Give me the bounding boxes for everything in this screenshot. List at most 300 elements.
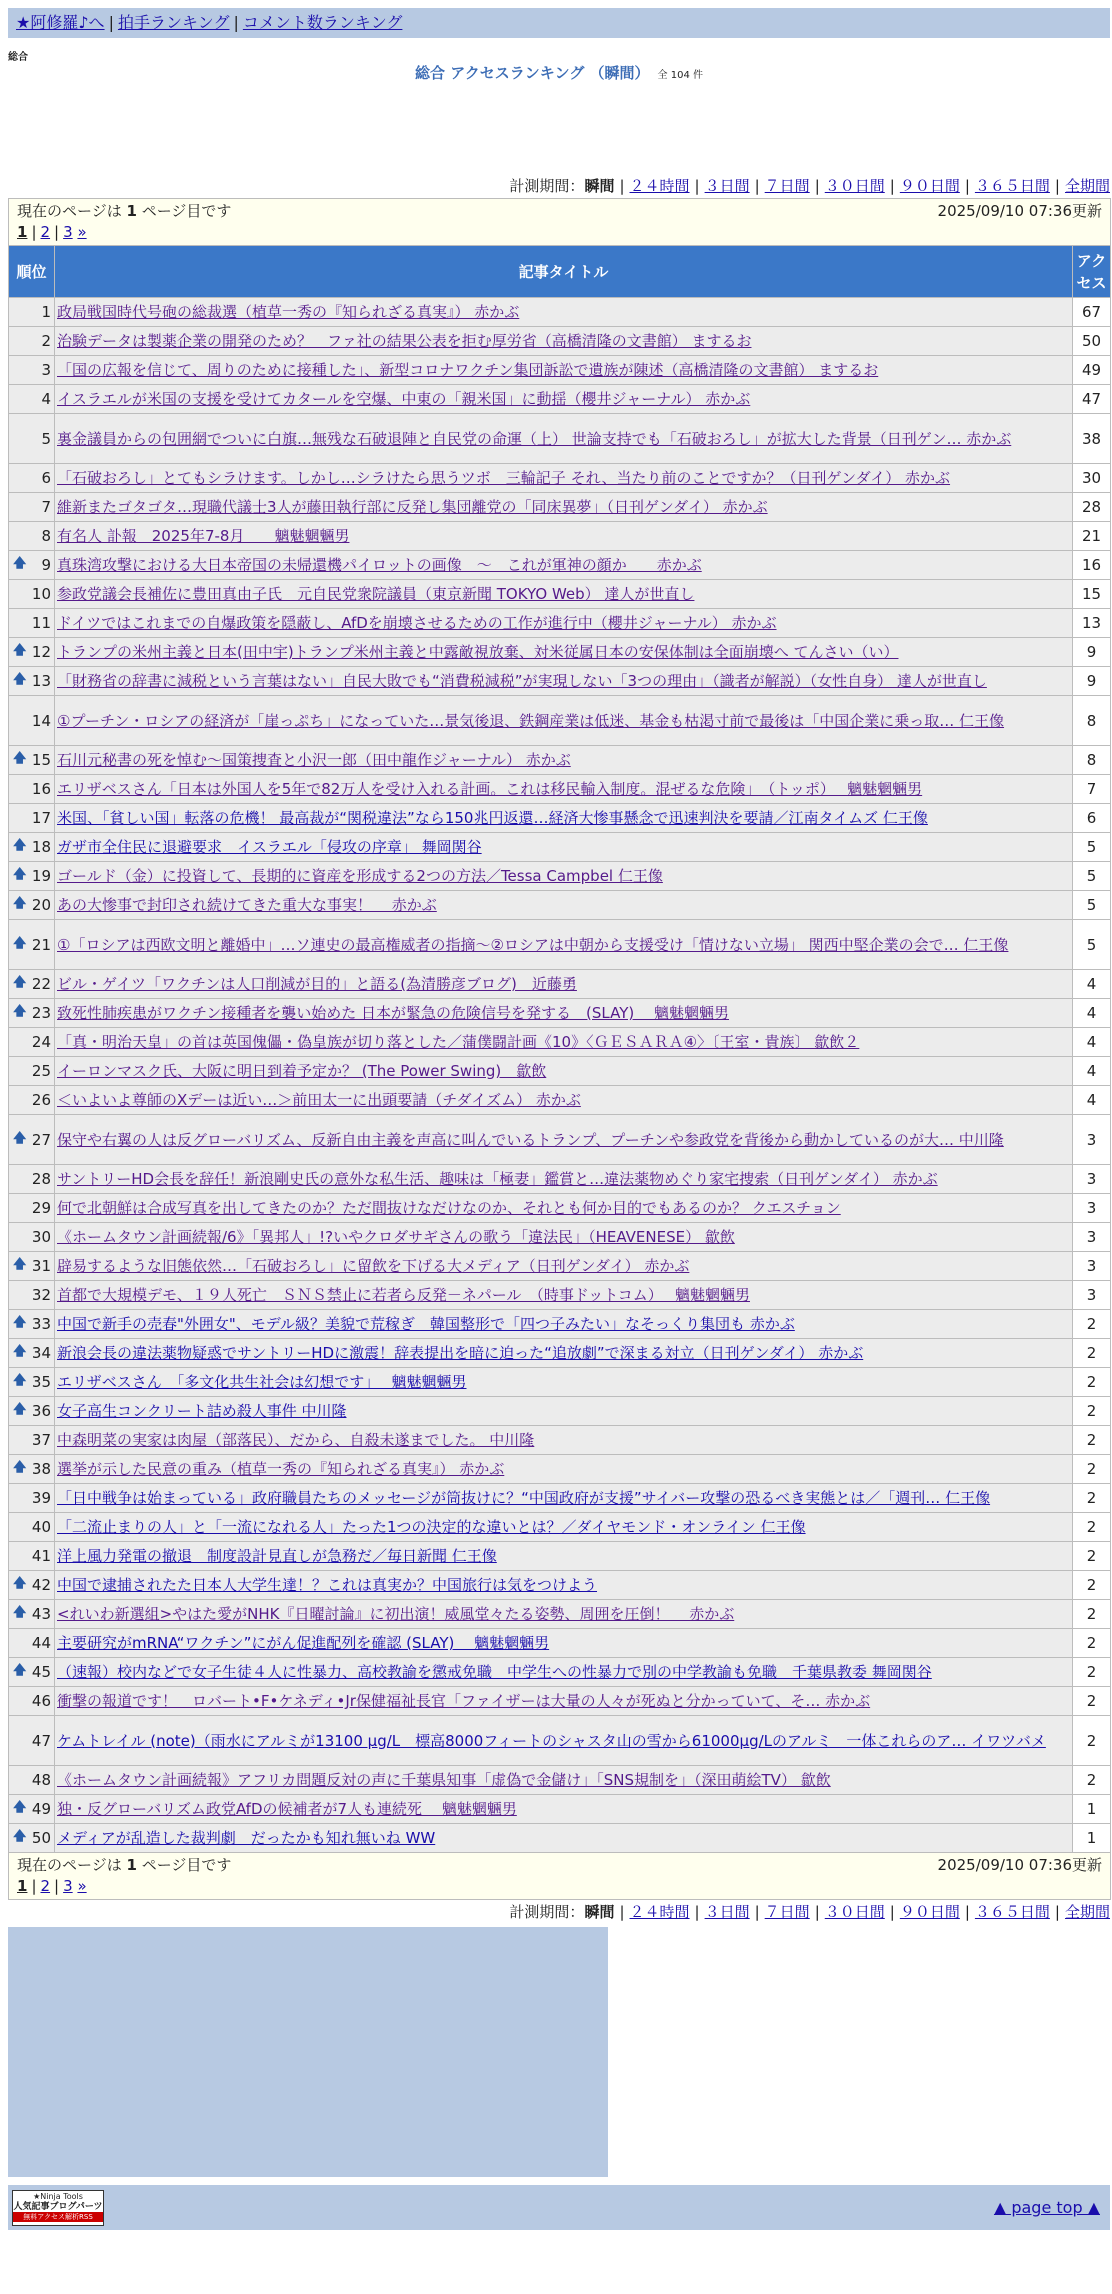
table-row — [9, 833, 1111, 862]
article-link[interactable]: ビル・ゲイツ「ワクチンは人口削減が目的」と語る(為清勝彦ブログ) 近藤勇 — [57, 975, 577, 993]
article-link[interactable]: 保守や右翼の人は反グローバリズム、反新自由主義を声高に叫んでいるトランプ、プーチンや参政党を背後から動かしているのが大… 中川隆 — [57, 1130, 1004, 1149]
page-top-link[interactable]: ▲ page top ▲ — [993, 2198, 1100, 2217]
rank-number: 29 — [31, 1199, 51, 1217]
page-prefix: 現在のページは — [17, 1856, 122, 1874]
title-cell — [55, 1086, 1073, 1115]
rank-number: 16 — [31, 780, 51, 798]
rank-cell — [9, 970, 55, 999]
rank-number: 23 — [31, 1004, 51, 1022]
access-count: 15 — [1073, 580, 1111, 609]
rank-cell — [9, 1484, 55, 1513]
rank-cell — [9, 1455, 55, 1484]
table-row — [9, 804, 1111, 833]
table-row — [9, 551, 1111, 580]
article-link[interactable]: 真珠湾攻撃における大日本帝国の未帰還機パイロットの画像 ～ これが軍神の顔か 赤かぶ — [57, 556, 702, 574]
rank-number: 12 — [31, 643, 51, 661]
page-link[interactable]: 2 — [40, 223, 51, 241]
comment-ranking-link[interactable]: コメント数ランキング — [242, 13, 403, 32]
table-row — [9, 1086, 1111, 1115]
table-row — [9, 920, 1111, 970]
period-link[interactable]: ３０日間 — [824, 177, 885, 195]
access-count: 49 — [1073, 356, 1111, 385]
rank-cell — [9, 862, 55, 891]
table-row — [9, 1716, 1111, 1766]
rank-cell — [9, 1571, 55, 1600]
table-row — [9, 1629, 1111, 1658]
title-cell — [55, 696, 1073, 746]
rank-up-arrow-icon: 🡅 — [13, 1605, 27, 1620]
access-count: 13 — [1073, 609, 1111, 638]
logo-line: ★Ninja Tools — [33, 2191, 83, 2201]
table-row — [9, 1252, 1111, 1281]
title-cell — [55, 1484, 1073, 1513]
total-count: 全 104 件 — [657, 70, 703, 81]
article-link[interactable]: ガザ市全住民に退避要求 イスラエル「侵攻の序章」 舞岡関谷 — [57, 838, 482, 856]
period-link[interactable]: ２４時間 — [629, 1903, 690, 1921]
period-link[interactable]: 全期間 — [1064, 1903, 1110, 1921]
top-navigation — [8, 8, 1110, 38]
title-cell — [55, 999, 1073, 1028]
access-count: 4 — [1073, 1086, 1111, 1115]
rank-number: 36 — [31, 1402, 51, 1420]
separator: | — [964, 177, 970, 195]
article-link[interactable]: 選挙が示した民意の重み（植草一秀の『知られざる真実』） 赤かぶ — [57, 1460, 505, 1478]
article-link[interactable]: 「財務省の辞書に減税という言葉はない」自民大敗でも“消費税減税”が実現しない「3つの理由」（識者が解説）（女性自身） 達人が世直し — [57, 672, 987, 690]
page-title — [8, 60, 1110, 90]
article-link[interactable]: ①プーチン・ロシアの経済が「崖っぷち」になっていた…景気後退、鉄鋼産業は低迷、基金も枯渇寸前で最後は「中国企業に乗っ取… 仁王像 — [57, 711, 1005, 730]
rank-number: 19 — [31, 867, 51, 885]
rank-cell — [9, 1223, 55, 1252]
rank-up-arrow-icon: 🡅 — [13, 838, 27, 853]
title-cell — [55, 775, 1073, 804]
rank-number: 30 — [31, 1228, 51, 1246]
home-link[interactable]: ★阿修羅♪へ — [16, 13, 105, 32]
page-link[interactable]: 1 — [17, 223, 28, 241]
rank-cell — [9, 1165, 55, 1194]
rank-number: 5 — [41, 429, 51, 448]
separator: | — [889, 177, 895, 195]
separator: | — [54, 1877, 60, 1895]
separator: | — [31, 1877, 37, 1895]
access-count: 50 — [1073, 327, 1111, 356]
rank-number: 27 — [31, 1130, 51, 1149]
updated-time: 2025/09/10 07:36更新 — [937, 202, 1102, 220]
access-count: 2 — [1073, 1368, 1111, 1397]
separator: | — [619, 177, 625, 195]
article-link[interactable]: 政局戦国時代号砲の総裁選（植草一秀の『知られざる真実』） 赤かぶ — [57, 303, 520, 321]
pager-status — [17, 201, 1102, 222]
access-count: 2 — [1073, 1716, 1111, 1766]
separator: | — [964, 1903, 970, 1921]
article-link[interactable]: 「国の広報を信じて、周りのために接種した」、新型コロナワクチン集団訴訟で遺族が陳述（高橋清隆の文書館） まするお — [57, 361, 879, 379]
table-row — [9, 385, 1111, 414]
access-count: 16 — [1073, 551, 1111, 580]
rank-cell — [9, 1252, 55, 1281]
article-link[interactable]: エリザベスさん「日本は外国人を5年で82万人を受け入れる計画。これは移民輸入制度。混ぜるな危険」 （トッポ） 魑魅魍魎男 — [57, 780, 923, 798]
table-row — [9, 1658, 1111, 1687]
rank-cell — [9, 551, 55, 580]
rank-cell — [9, 1368, 55, 1397]
access-count: 21 — [1073, 522, 1111, 551]
article-link[interactable]: ＜いよいよ尊師のXデーは近い…＞前田太一に出頭要請（チダイズム） 赤かぶ — [57, 1091, 581, 1109]
rank-number: 33 — [31, 1315, 51, 1333]
rank-number: 11 — [31, 614, 51, 632]
rank-number: 21 — [31, 935, 51, 954]
title-cell — [55, 862, 1073, 891]
period-link[interactable]: ３６５日間 — [974, 177, 1050, 195]
title-cell — [55, 1281, 1073, 1310]
title-cell — [55, 522, 1073, 551]
rank-number: 45 — [31, 1663, 51, 1681]
article-link[interactable]: 「二流止まりの人」と「一流になれる人」たった1つの決定的な違いとは？／ダイヤモンド・オンライン 仁王像 — [57, 1518, 806, 1536]
page-link[interactable]: 2 — [40, 1877, 51, 1895]
article-link[interactable]: サントリーHD会長を辞任！新浪剛史氏の意外な私生活、趣味は「極妻」鑑賞と…違法薬物めぐり家宅捜索（日刊ゲンダイ） 赤かぶ — [57, 1170, 938, 1188]
rank-cell — [9, 1629, 55, 1658]
rank-cell — [9, 1658, 55, 1687]
separator: | — [1054, 177, 1060, 195]
page-link[interactable]: 3 — [63, 223, 73, 241]
access-count: 3 — [1073, 1194, 1111, 1223]
title-cell — [55, 1194, 1073, 1223]
article-link[interactable]: 治験データは製薬企業の開発のため？ ファ社の結果公表を拒む厚労省（高橋清隆の文書館） まするお — [57, 332, 752, 350]
rank-number: 18 — [31, 838, 51, 856]
table-row — [9, 638, 1111, 667]
period-link[interactable]: ３０日間 — [824, 1903, 885, 1921]
table-row — [9, 464, 1111, 493]
rank-up-arrow-icon: 🡅 — [13, 1800, 27, 1815]
access-count: 2 — [1073, 1310, 1111, 1339]
rank-number: 9 — [41, 556, 51, 574]
rank-cell — [9, 522, 55, 551]
article-link[interactable]: あの大惨事で封印され続けてきた重大な事実！ 赤かぶ — [57, 896, 437, 914]
table-row — [9, 356, 1111, 385]
table-row — [9, 1397, 1111, 1426]
article-link[interactable]: 女子高生コンクリート詰め殺人事件 中川隆 — [57, 1402, 347, 1420]
rank-cell — [9, 609, 55, 638]
rank-up-arrow-icon: 🡅 — [13, 1257, 27, 1272]
period-selector — [8, 174, 1110, 198]
title-cell — [55, 1310, 1073, 1339]
article-link[interactable]: 有名人 訃報 2025年7-8月 魑魅魍魎男 — [57, 527, 350, 545]
article-link[interactable]: （速報）校内などで女子生徒４人に性暴力、高校教諭を懲戒免職 中学生への性暴力で別の中学教諭も免職 千葉県教委 舞岡関谷 — [57, 1663, 932, 1681]
separator: | — [694, 1903, 700, 1921]
period-link[interactable]: ３６５日間 — [974, 1903, 1050, 1921]
access-count: 2 — [1073, 1426, 1111, 1455]
page-suffix: ページ目です — [141, 202, 232, 220]
rank-number: 6 — [41, 469, 51, 487]
ad-space — [8, 90, 1110, 174]
article-link[interactable]: 洋上風力発電の撤退 制度設計見直しが急務だ／毎日新聞 仁王像 — [57, 1547, 497, 1565]
rank-cell — [9, 696, 55, 746]
title-cell — [55, 414, 1073, 464]
access-count: 2 — [1073, 1600, 1111, 1629]
rank-number: 8 — [41, 527, 51, 545]
period-link[interactable]: ２４時間 — [629, 177, 690, 195]
article-link[interactable]: ドイツではこれまでの自爆政策を隠蔽し、AfDを崩壊させるための工作が進行中（櫻井ジャーナル） 赤かぶ — [57, 614, 777, 632]
article-link[interactable]: 中森明菜の実家は肉屋（部落民）、だから、自殺未遂までした。 中川隆 — [57, 1431, 535, 1449]
period-label: 計測期間： — [509, 177, 585, 195]
title-cell — [55, 1339, 1073, 1368]
table-row — [9, 1281, 1111, 1310]
category-label: 総合 — [8, 52, 28, 63]
rank-up-arrow-icon: 🡅 — [13, 556, 27, 571]
access-count: 2 — [1073, 1397, 1111, 1426]
rank-number: 39 — [31, 1489, 51, 1507]
title-cell — [55, 891, 1073, 920]
title-cell — [55, 1687, 1073, 1716]
rank-cell — [9, 1687, 55, 1716]
separator: | — [233, 13, 239, 32]
title-cell — [55, 1571, 1073, 1600]
access-count: 6 — [1073, 804, 1111, 833]
table-row — [9, 999, 1111, 1028]
article-link[interactable]: 首都で大規模デモ、１９人死亡 ＳＮＳ禁止に若者ら反発－ネパール （時事ドットコム） 魑魅魍魎男 — [57, 1286, 750, 1304]
rank-cell — [9, 298, 55, 327]
rank-number: 3 — [41, 361, 51, 379]
rank-up-arrow-icon: 🡅 — [13, 1130, 27, 1146]
page-link[interactable]: 1 — [17, 1877, 28, 1895]
title-cell — [55, 1629, 1073, 1658]
rank-cell — [9, 1600, 55, 1629]
title-cell — [55, 1165, 1073, 1194]
article-link[interactable]: 参政党議会長補佐に豊田真由子氏 元自民党衆院議員（東京新聞 TOKYO Web） 達人が世直し — [57, 585, 695, 603]
rank-number: 2 — [41, 332, 51, 350]
rank-number: 34 — [31, 1344, 51, 1362]
article-link[interactable]: 独・反グローバリズム政党AfDの候補者が7人も連続死 魑魅魍魎男 — [57, 1800, 517, 1818]
rank-number: 4 — [41, 390, 51, 408]
separator: | — [754, 1903, 760, 1921]
title-cell — [55, 464, 1073, 493]
access-count: 9 — [1073, 638, 1111, 667]
article-link[interactable]: 《ホームタウン計画続報/6》「異邦人」!?いやクロダサギさんの歌う「違法民」（HEAVENESE） 歙飲 — [57, 1228, 735, 1246]
next-page-link[interactable]: » — [77, 223, 87, 241]
article-link[interactable]: 裏金議員からの包囲網でついに白旗…無残な石破退陣と自民党の命運（上） 世論支持でも「石破おろし」が拡大した背景（日刊ゲン… 赤かぶ — [57, 429, 1012, 448]
pagination — [17, 222, 1102, 243]
article-link[interactable]: 新浪会長の違法薬物疑惑でサントリーHDに激震！辞表提出を暗に迫った“追放劇”で深まる対立（日刊ゲンダイ） 赤かぶ — [57, 1344, 864, 1362]
pager-cell — [9, 199, 1111, 246]
period-link[interactable]: 全期間 — [1064, 177, 1110, 195]
rank-cell — [9, 1194, 55, 1223]
table-row — [9, 667, 1111, 696]
title-cell — [55, 1028, 1073, 1057]
rank-up-arrow-icon: 🡅 — [13, 1663, 27, 1678]
rank-cell — [9, 1513, 55, 1542]
article-link[interactable]: トランプの米州主義と日本(田中宇)トランプ米州主義と中露敵視放棄、対米従属日本の安保体制は全面崩壊へ てんさい（い） — [57, 643, 899, 661]
rank-cell — [9, 1086, 55, 1115]
article-link[interactable]: イスラエルが米国の支援を受けてカタールを空爆、中東の「親米国」に動揺（櫻井ジャーナル） 赤かぶ — [57, 390, 751, 408]
rank-number: 44 — [31, 1634, 51, 1652]
table-row — [9, 746, 1111, 775]
article-link[interactable]: エリザベスさん 「多文化共生社会は幻想です」 魑魅魍魎男 — [57, 1373, 467, 1391]
title-cell — [55, 833, 1073, 862]
rank-cell — [9, 1028, 55, 1057]
period-link[interactable]: ３日間 — [704, 1903, 750, 1921]
rank-number: 13 — [31, 672, 51, 690]
rank-number: 31 — [31, 1257, 51, 1275]
access-count: 30 — [1073, 464, 1111, 493]
separator: | — [31, 223, 37, 241]
article-link[interactable]: 米国、「貧しい国」転落の危機！ 最高裁が“関税違法”なら150兆円返還…経済大惨事懸念で迅速判決を要請／江南タイムズ 仁王像 — [57, 809, 928, 827]
table-row — [9, 327, 1111, 356]
rank-cell — [9, 1766, 55, 1795]
rank-cell — [9, 1824, 55, 1853]
table-row — [9, 1542, 1111, 1571]
article-link[interactable]: 石川元秘書の死を悼む〜国策捜査と小沢一郎（田中龍作ジャーナル） 赤かぶ — [57, 751, 571, 769]
rank-cell — [9, 1115, 55, 1165]
article-link[interactable]: 《ホームタウン計画続報》アフリカ問題反対の声に千葉県知事「虚偽で金儲け」「SNS規制を」（深田萌絵TV） 歙飲 — [57, 1771, 831, 1789]
title-cell — [55, 1658, 1073, 1687]
rank-number: 14 — [31, 711, 51, 730]
article-link[interactable]: 致死性肺疾患がワクチン接種者を襲い始めた 日本が緊急の危険信号を発する (SLAY) 魑魅魍魎男 — [57, 1004, 729, 1022]
next-page-link[interactable]: » — [77, 1877, 87, 1895]
period-link[interactable]: ３日間 — [704, 177, 750, 195]
access-count: 5 — [1073, 862, 1111, 891]
title-cell — [55, 746, 1073, 775]
table-row — [9, 609, 1111, 638]
rank-number: 37 — [31, 1431, 51, 1449]
rank-cell — [9, 580, 55, 609]
article-link[interactable]: ①「ロシアは西欧文明と離婚中」…ソ連史の最高権威者の指摘～②ロシアは中朝から支援受け「情けない立場」 関西中堅企業の会で… 仁王像 — [57, 935, 1009, 954]
rank-number: 28 — [31, 1170, 51, 1188]
rank-number: 20 — [31, 896, 51, 914]
title-cell — [55, 667, 1073, 696]
rank-up-arrow-icon: 🡅 — [13, 896, 27, 911]
title-cell — [55, 1513, 1073, 1542]
article-link[interactable]: 維新またゴタゴタ…現職代議士3人が藤田執行部に反発し集団離党の「同床異夢」（日刊ゲンダイ） 赤かぶ — [57, 498, 768, 516]
separator: | — [1054, 1903, 1060, 1921]
article-link[interactable]: 「日中戦争は始まっている」政府職員たちのメッセージが筒抜けに？“中国政府が支援”サイバー攻撃の恐るべき実態とは／「週刊… 仁王像 — [57, 1489, 991, 1507]
article-link[interactable]: メディアが乱造した裁判劇 だったかも知れ無いね WW — [57, 1829, 436, 1847]
title-cell — [55, 1115, 1073, 1165]
title-cell — [55, 1600, 1073, 1629]
article-link[interactable]: ゴールド（金）に投資して、長期的に資産を形成する2つの方法／Tessa Campbel 仁王像 — [57, 867, 663, 885]
rank-up-arrow-icon: 🡅 — [13, 975, 27, 990]
title-cell — [55, 1824, 1073, 1853]
title-cell — [55, 609, 1073, 638]
rank-number: 40 — [31, 1518, 51, 1536]
pager-status — [17, 1855, 1102, 1876]
table-row — [9, 775, 1111, 804]
title-cell — [55, 638, 1073, 667]
rank-cell — [9, 1795, 55, 1824]
rank-up-arrow-icon: 🡅 — [13, 935, 27, 951]
period-link[interactable]: ７日間 — [764, 177, 810, 195]
separator: | — [814, 177, 820, 195]
access-count: 2 — [1073, 1455, 1111, 1484]
article-link[interactable]: 中国で新手の売春"外囲女"、モデル級？美貌で荒稼ぎ 韓国整形で「四つ子みたい」なそっくり集団も 赤かぶ — [57, 1315, 795, 1333]
period-current: 瞬間 — [584, 177, 615, 195]
rank-header: 順位 — [9, 246, 55, 298]
access-count: 2 — [1073, 1766, 1111, 1795]
article-link[interactable]: 中国で逮捕されたた日本人大学生達！？これは真実か？中国旅行は気をつけよう — [57, 1576, 598, 1594]
access-count: 3 — [1073, 1281, 1111, 1310]
period-current: 瞬間 — [584, 1903, 615, 1921]
period-link[interactable]: ９０日間 — [899, 1903, 960, 1921]
table-row — [9, 1194, 1111, 1223]
access-header: アクセス — [1073, 246, 1111, 298]
title-cell — [55, 1542, 1073, 1571]
period-link[interactable]: ７日間 — [764, 1903, 810, 1921]
rank-number: 47 — [31, 1731, 51, 1750]
access-count: 2 — [1073, 1687, 1111, 1716]
ad-banner — [8, 1927, 608, 2177]
rank-cell — [9, 746, 55, 775]
access-count: 38 — [1073, 414, 1111, 464]
rank-cell — [9, 464, 55, 493]
page-link[interactable]: 3 — [63, 1877, 73, 1895]
access-count: 3 — [1073, 1165, 1111, 1194]
access-count: 2 — [1073, 1571, 1111, 1600]
table-row — [9, 298, 1111, 327]
rank-number: 35 — [31, 1373, 51, 1391]
period-label: 計測期間： — [509, 1903, 585, 1921]
rank-number: 17 — [31, 809, 51, 827]
rank-cell — [9, 667, 55, 696]
rank-number: 50 — [31, 1829, 51, 1847]
article-link[interactable]: 衝撃の報道です！ ロバート•F•ケネディ•Jr保健福祉長官「ファイザーは大量の人々が死ぬと分かっていて、そ… 赤かぶ — [57, 1692, 871, 1710]
logo-line: 無料アクセス解析RSS — [13, 2212, 103, 2222]
title-cell — [55, 1397, 1073, 1426]
rank-cell — [9, 891, 55, 920]
period-selector-bottom — [8, 1900, 1110, 1924]
rank-cell — [9, 1716, 55, 1766]
period-link[interactable]: ９０日間 — [899, 177, 960, 195]
access-count: 3 — [1073, 1252, 1111, 1281]
article-link[interactable]: ケムトレイル (note)（雨水にアルミが13100 μg/L 標高8000フィートのシャスタ山の雪から61000μg/Lのアルミ 一体これらのア… イワツバメ — [57, 1731, 1046, 1750]
table-row — [9, 696, 1111, 746]
access-count: 3 — [1073, 1223, 1111, 1252]
article-link[interactable]: 辟易するような旧態依然…「石破おろし」に留飲を下げる大メディア（日刊ゲンダイ） 赤かぶ — [57, 1257, 690, 1275]
footer — [8, 2185, 1110, 2230]
rank-cell — [9, 920, 55, 970]
rank-number: 48 — [31, 1771, 51, 1789]
table-row — [9, 1571, 1111, 1600]
logo-line: 人気記事ブログパーツ — [13, 2201, 103, 2212]
current-page: 1 — [126, 202, 137, 220]
clap-ranking-link[interactable]: 拍手ランキング — [117, 13, 230, 32]
title-cell — [55, 970, 1073, 999]
access-count: 47 — [1073, 385, 1111, 414]
rank-up-arrow-icon: 🡅 — [13, 1460, 27, 1475]
rank-number: 43 — [31, 1605, 51, 1623]
rank-up-arrow-icon: 🡅 — [13, 1373, 27, 1388]
access-count: 5 — [1073, 891, 1111, 920]
title-cell — [55, 298, 1073, 327]
access-count: 2 — [1073, 1513, 1111, 1542]
article-link[interactable]: 何で北朝鮮は合成写真を出してきたのか？ただ間抜けなだけなのか、それとも何か目的でもあるのか？ クエスチョン — [57, 1199, 841, 1217]
access-count: 8 — [1073, 746, 1111, 775]
access-count: 1 — [1073, 1795, 1111, 1824]
rank-cell — [9, 1281, 55, 1310]
separator: | — [754, 177, 760, 195]
table-row — [9, 1455, 1111, 1484]
table-row — [9, 1687, 1111, 1716]
rank-up-arrow-icon: 🡅 — [13, 751, 27, 766]
article-link[interactable]: 「真・明治天皇」の首は英国傀儡・偽皇族が切り落とした／蒲僕闘計画《10》〈ＧＥＳＡＲＡ④〉〔王室・貴族〕 歙飲２ — [57, 1033, 860, 1051]
access-count: 2 — [1073, 1658, 1111, 1687]
table-row — [9, 862, 1111, 891]
title-cell — [55, 1766, 1073, 1795]
access-count: 2 — [1073, 1542, 1111, 1571]
article-link[interactable]: 主要研究がmRNA“ワクチン”にがん促進配列を確認 (SLAY) 魑魅魍魎男 — [57, 1634, 550, 1652]
article-link[interactable]: イーロンマスク氏、大阪に明日到着予定か？ (The Power Swing) 歙飲 — [57, 1062, 547, 1080]
rank-cell — [9, 1397, 55, 1426]
ninja-tools-logo[interactable] — [12, 2190, 104, 2226]
access-count: 2 — [1073, 1629, 1111, 1658]
article-link[interactable]: 「石破おろし」とてもシラけます。しかし…シラけたら思うツボ 三輪記子 それ、当たり前のことですか？（日刊ゲンダイ） 赤かぶ — [57, 469, 951, 487]
table-row — [9, 1484, 1111, 1513]
article-link[interactable]: <れいわ新選組>やはた愛がNHK『日曜討論』に初出演！威風堂々たる姿勢、周囲を圧倒！ 赤かぶ — [57, 1605, 735, 1623]
